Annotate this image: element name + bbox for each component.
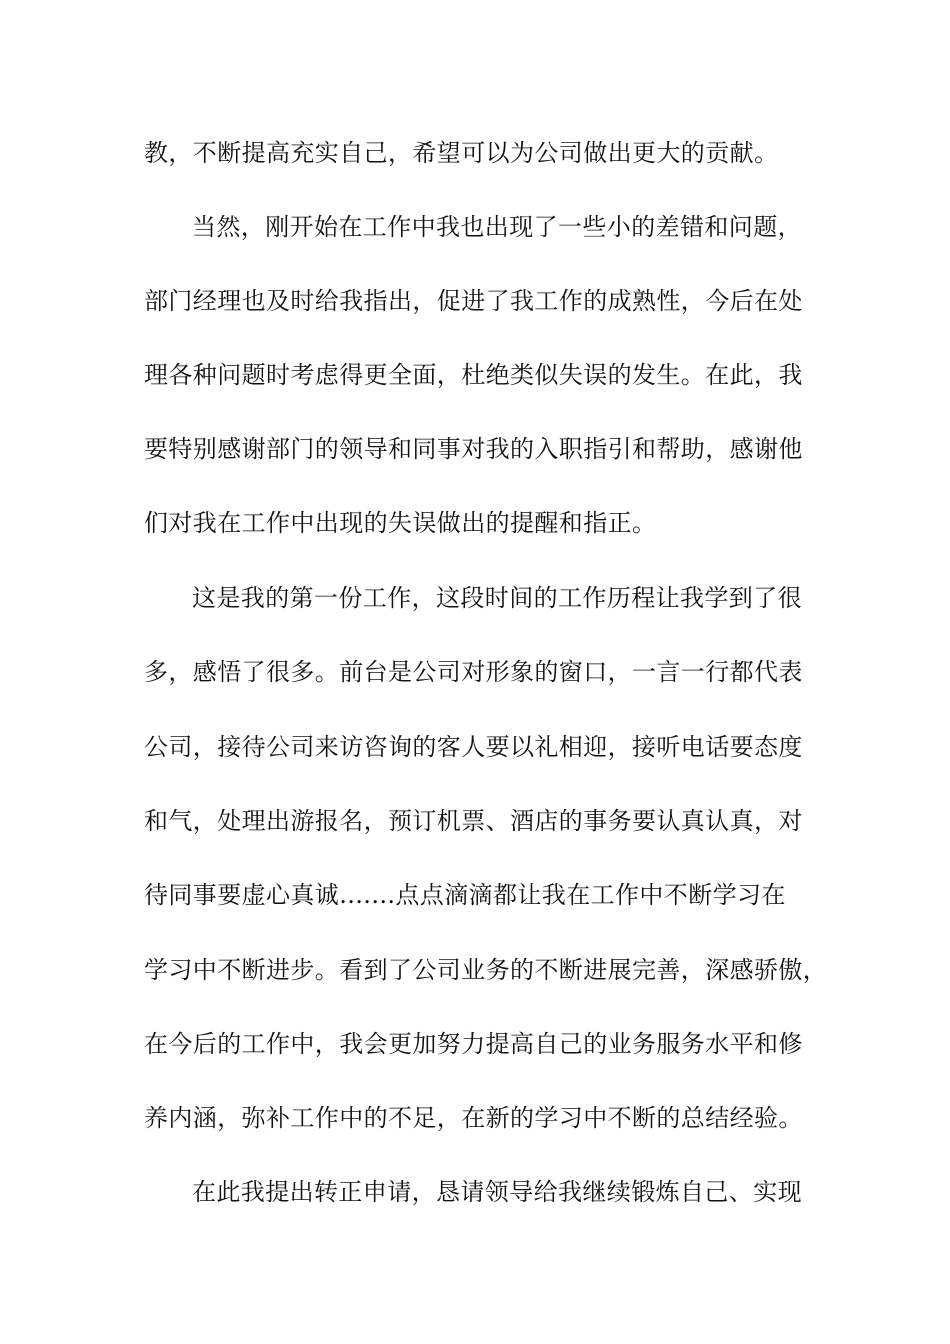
text-line: 要特别感谢部门的领导和同事对我的入职指引和帮助，感谢他 — [144, 435, 803, 463]
text-line: 待同事要虚心真诚.......点点滴滴都让我在工作中不断学习在 — [144, 881, 786, 909]
text-line: 在今后的工作中，我会更加努力提高自己的业务服务水平和修 — [144, 1030, 803, 1058]
text-line: 们对我在工作中出现的失误做出的提醒和指正。 — [144, 509, 657, 537]
text-line: 理各种问题时考虑得更全面，杜绝类似失误的发生。在此，我 — [144, 361, 803, 389]
text-line: 部门经理也及时给我指出，促进了我工作的成熟性，今后在处 — [144, 287, 803, 315]
text-line: 教，不断提高充实自己，希望可以为公司做出更大的贡献。 — [144, 139, 779, 167]
text-line: 这是我的第一份工作，这段时间的工作历程让我学到了很 — [192, 584, 802, 612]
text-line: 学习中不断进步。看到了公司业务的不断进展完善，深感骄傲， — [144, 956, 828, 984]
text-line: 和气，处理出游报名，预订机票、酒店的事务要认真认真，对 — [144, 807, 803, 835]
text-line: 在此我提出转正申请，恳请领导给我继续锻炼自己、实现 — [192, 1178, 802, 1206]
text-line: 养内涵，弥补工作中的不足，在新的学习中不断的总结经验。 — [144, 1104, 803, 1132]
text-line: 公司，接待公司来访咨询的客人要以礼相迎，接听电话要态度 — [144, 733, 803, 761]
text-line: 多，感悟了很多。前台是公司对形象的窗口，一言一行都代表 — [144, 658, 803, 686]
text-line: 当然，刚开始在工作中我也出现了一些小的差错和问题， — [192, 213, 802, 241]
